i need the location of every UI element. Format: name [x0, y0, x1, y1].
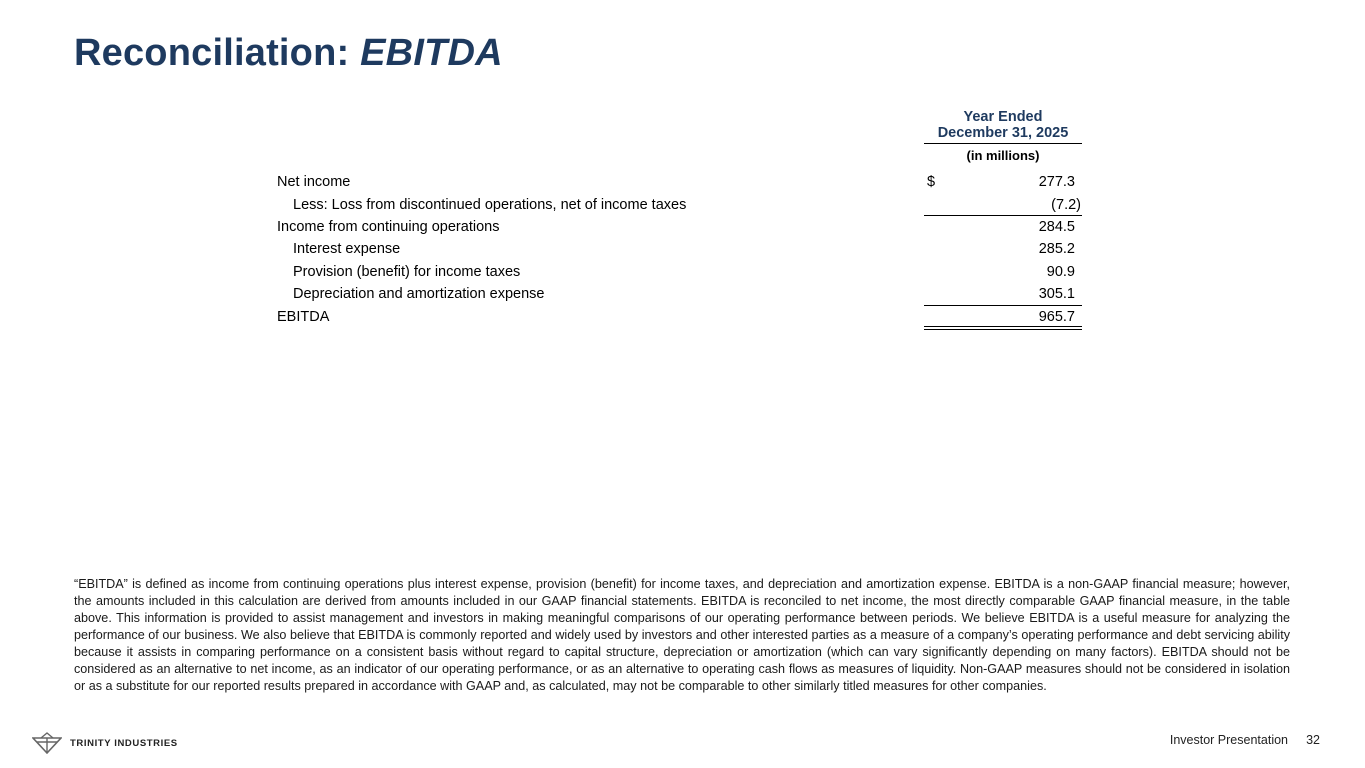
units-label: (in millions) [966, 148, 1040, 163]
total-double-rule [924, 326, 1082, 330]
page-title [74, 32, 503, 75]
row-value: 285.2 [1038, 241, 1075, 257]
trinity-logo-icon [32, 732, 62, 754]
table-row [277, 216, 1082, 238]
table-row [277, 283, 1082, 305]
column-header-line2: December 31, 2025 [924, 125, 1082, 144]
column-header [924, 109, 1082, 164]
table-row [277, 306, 1082, 328]
row-label: Depreciation and amortization expense [293, 286, 545, 302]
table-row [277, 171, 1082, 193]
row-value: (7.2) [1051, 197, 1081, 213]
table-row [277, 194, 1082, 216]
page-number: 32 [1306, 733, 1320, 747]
row-value: 90.9 [1046, 264, 1075, 280]
table-row [277, 238, 1082, 260]
row-label: Income from continuing operations [277, 219, 500, 235]
row-label: EBITDA [277, 309, 330, 325]
title-prefix: Reconciliation: [74, 32, 350, 74]
column-header-line1: Year Ended [963, 109, 1043, 125]
row-label: Net income [277, 174, 351, 190]
row-value: 284.5 [1038, 219, 1075, 235]
currency-symbol: $ [927, 174, 936, 190]
footnote: “EBITDA” is defined as income from continuing operations plus interest expense, provision (benefit) for income taxes, and depreciation and amortization expense. EBITDA is a non-GAAP financial measure; however, the amounts included in this calculation are derived from amounts included in our GAAP financial statements. EBITDA is reconciled to net income, the most directly comparable GAAP financial measure, in the table above. This information is provided to assist management and investors in making meaningful comparisons of our operating performance between periods. We believe EBITDA is a useful measure for analyzing the performance of our business. We also believe that EBITDA is commonly reported and widely used by investors and other interested parties as a measure of a company’s operating performance and debt servicing ability because it assists in comparing performance on a consistent basis without regard to capital structure, depreciation or amortization (which can vary significantly depending on many factors). EBITDA should not be considered as an alternative to net income, as an indicator of our operating performance, or as an alternative to operating cash flows as measures of liquidity. Non-GAAP measures should not be considered in isolation or as a substitute for our reported results prepared in accordance with GAAP and, as calculated, may not be comparable to other similarly titled measures for other companies. [74, 577, 1290, 693]
row-value: 965.7 [1038, 309, 1075, 325]
title-emphasis: EBITDA [360, 32, 503, 74]
table-row [277, 261, 1082, 283]
row-value: 277.3 [1038, 174, 1075, 190]
row-label: Less: Loss from discontinued operations, net of income taxes [293, 197, 687, 213]
company-logo [32, 731, 178, 755]
row-value: 305.1 [1038, 286, 1075, 302]
brand-name: TRINITY INDUSTRIES [70, 737, 178, 749]
row-label: Interest expense [293, 241, 401, 257]
row-label: Provision (benefit) for income taxes [293, 264, 521, 280]
footer-label: Investor Presentation [1169, 733, 1288, 747]
